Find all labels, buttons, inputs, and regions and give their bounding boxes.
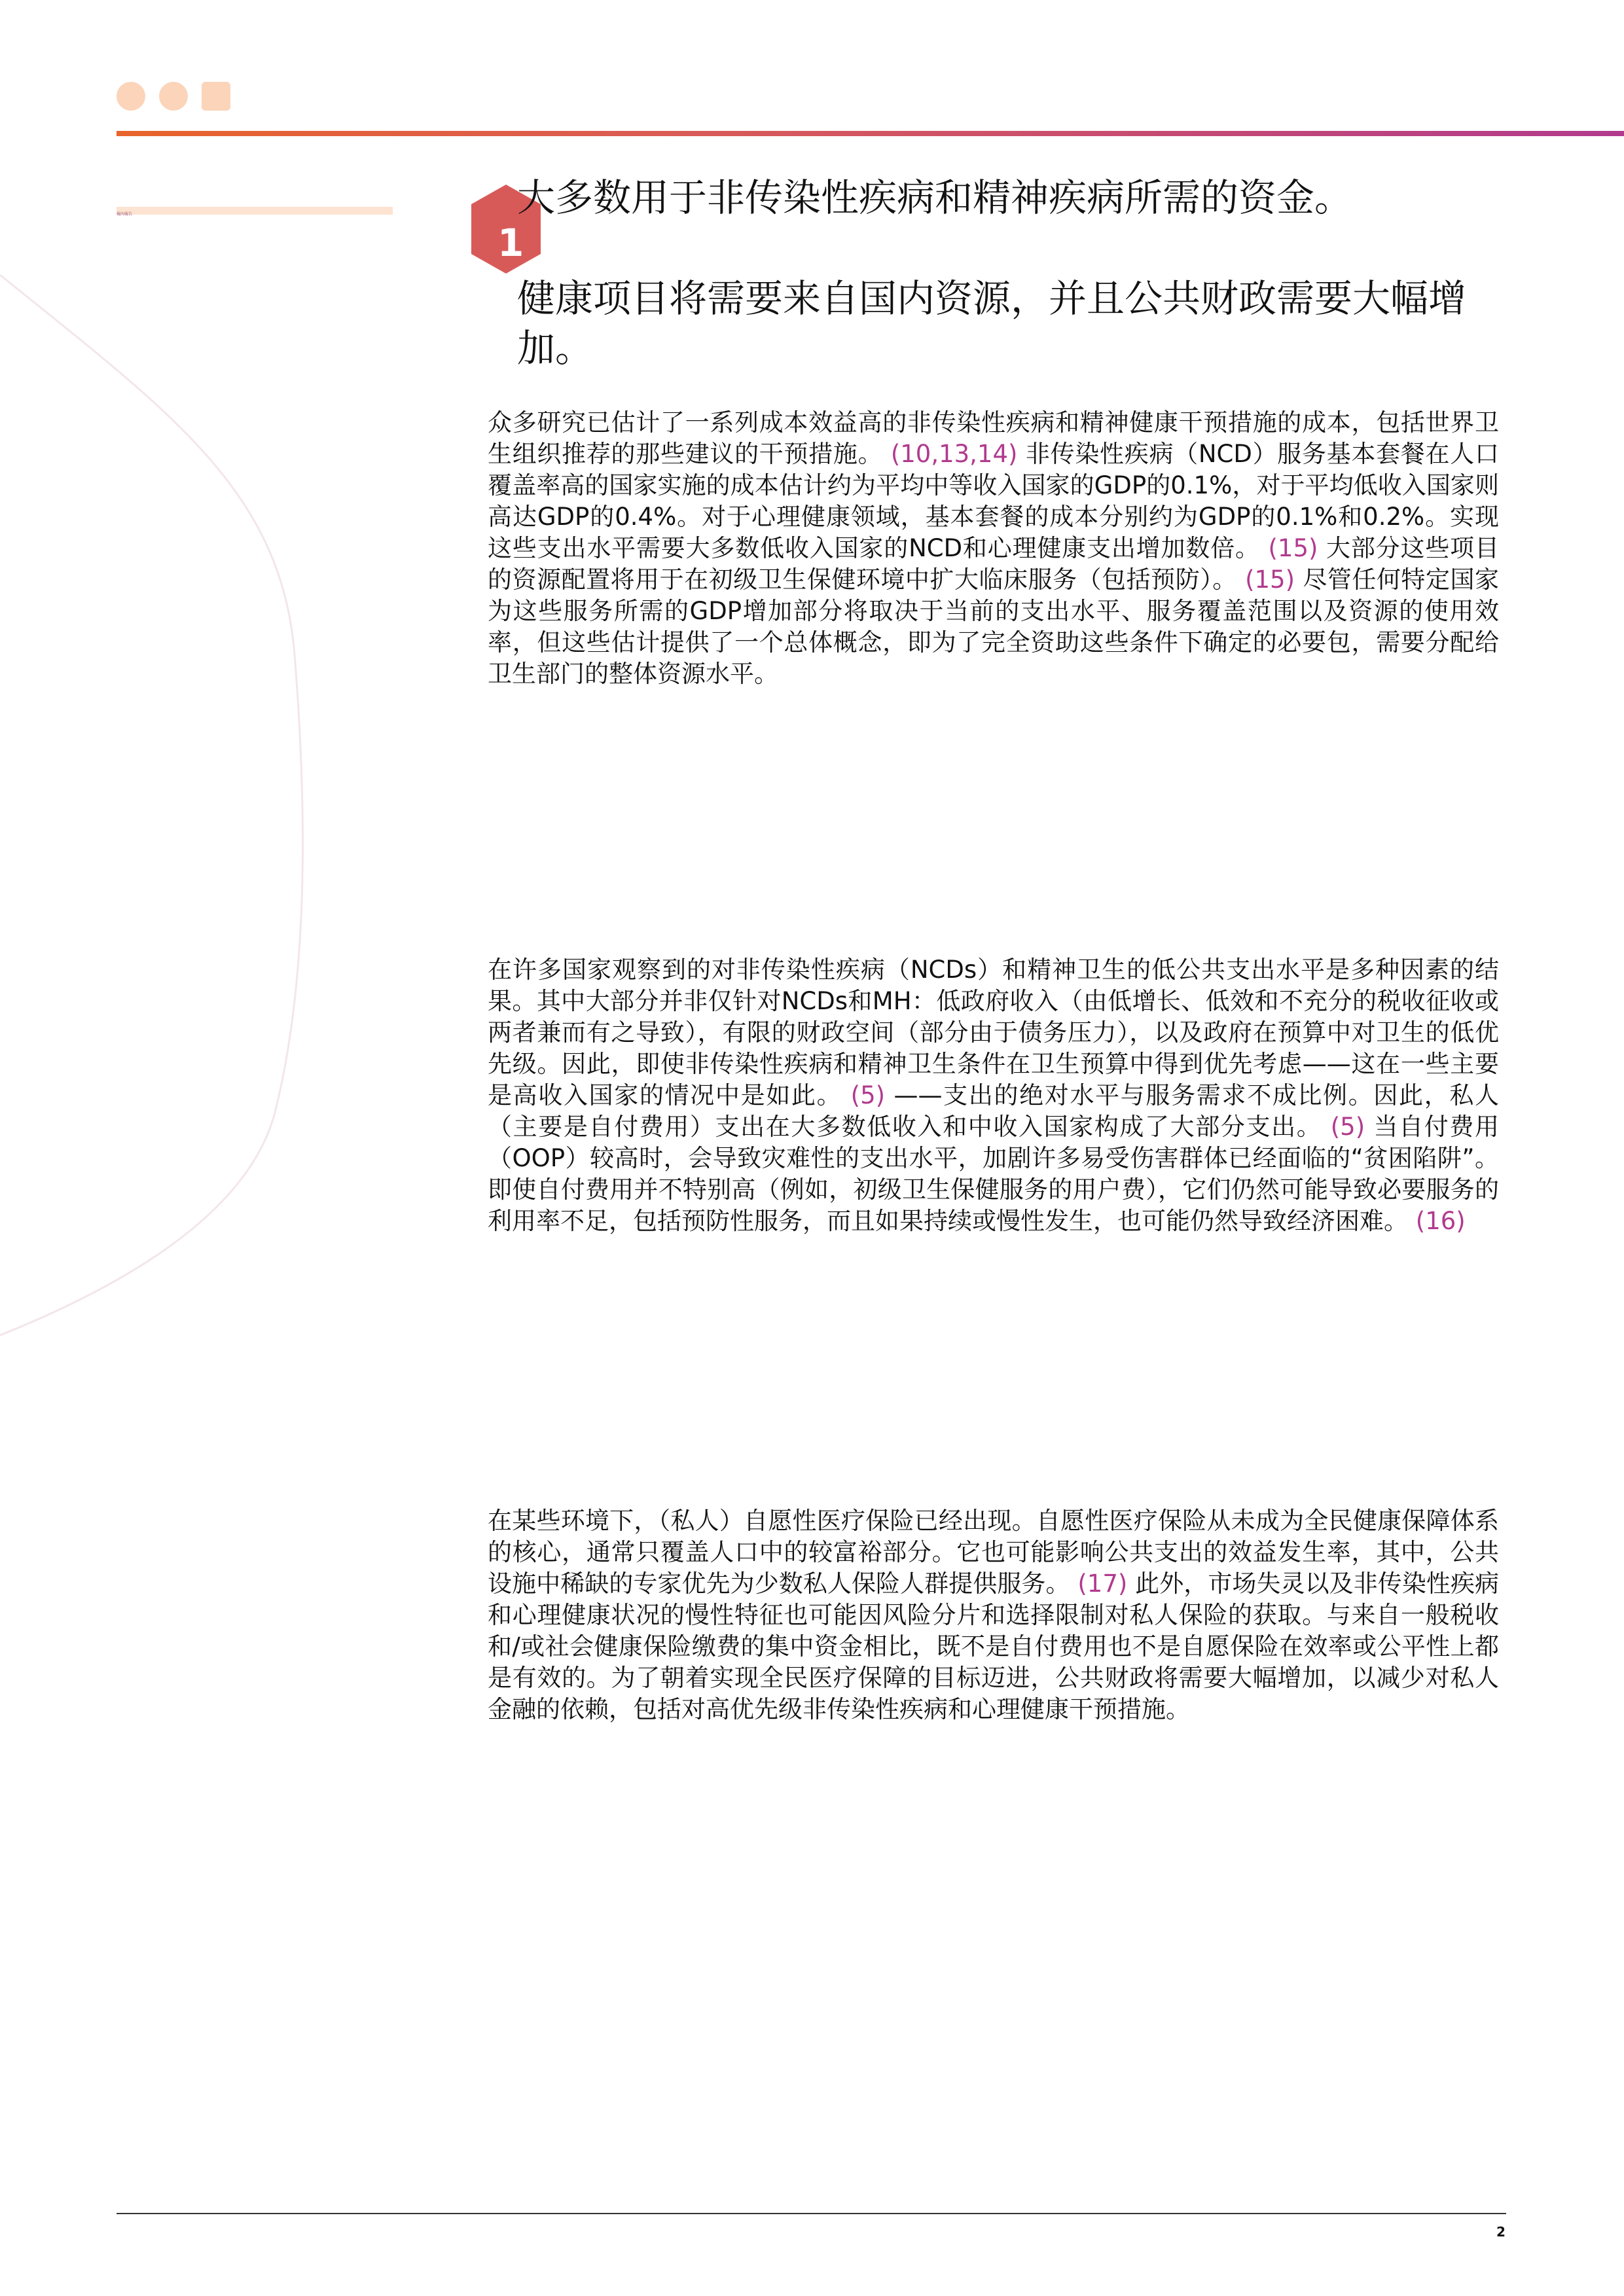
paragraph-text: 众多研究已估计了一系列成本效益高的非传染性疾病和精神健康干预措施的成本，包括世界卫生组织推荐的那些建议的干预措施。 xyxy=(488,408,1499,468)
section-title-line-2: 健康项目将需要来自国内资源，并且公共财政需要大幅增加。 xyxy=(517,276,1467,370)
paragraph-text: 当自付费用（OOP）较高时，会导致灾难性的支出水平，加剧许多易受伤害群体已经面临的“贫困陷阱”。即使自付费用并不特别高（例如，初级卫生保健服务的用户费），它们仍然可能导致必要服务的利用率不足，包括预防性服务，而且如果持续或慢性发生，也可能仍然导致经济困难。 xyxy=(488,1113,1499,1235)
citation-link[interactable]: (16) xyxy=(1408,1207,1466,1235)
sidebar-highlight-bar xyxy=(117,207,393,215)
citation-link[interactable]: (5) xyxy=(842,1081,894,1109)
citation-link[interactable]: (5) xyxy=(1322,1113,1374,1141)
paragraph-text: 大部分这些项目的资源配置将用于在初级卫生保健环境中扩大临床服务（包括预防）。 xyxy=(488,534,1499,594)
body-paragraph-1 xyxy=(488,407,1499,690)
paragraph-text: 非传染性疾病（NCD）服务基本套餐在人口覆盖率高的国家实施的成本估计约为平均中等收入国家的GDP的0.1%，对于平均低收入国家则高达GDP的0.4%。对于心理健康领域，基本套餐的成本分别约为GDP的0.1%和0.2%。实现这些支出水平需要大多数低收入国家的NCD和心理健康支出增加数倍。 xyxy=(488,440,1499,562)
paragraph-text: ——支出的绝对水平与服务需求不成比例。因此，私人（主要是自付费用）支出在大多数低收入和中收入国家构成了大部分支出。 xyxy=(488,1081,1500,1141)
body-paragraph-2 xyxy=(488,954,1499,1237)
header-dot-2 xyxy=(159,82,188,111)
paragraph-text: 此外，市场失灵以及非传染性疾病和心理健康状况的慢性特征也可能因风险分片和选择限制对私人保险的获取。与来自一般税收和/或社会健康保险缴费的集中资金相比，既不是自付费用也不是自愿保险在效率或公平性上都是有效的。为了朝着实现全民医疗保障的目标迈进，公共财政将需要大幅增加，以减少对私人金融的依赖，包括对高优先级非传染性疾病和心理健康干预措施。 xyxy=(488,1570,1500,1723)
page-number: 2 xyxy=(1496,2224,1506,2240)
header-dot-1 xyxy=(117,82,145,111)
paragraph-text: 在某些环境下，（私人）自愿性医疗保险已经出现。自愿性医疗保险从未成为全民健康保障体系的核心，通常只覆盖人口中的较富裕部分。它也可能影响公共支出的效益发生率，其中，公共设施中稀缺的专家优先为少数私人保险人群提供服务。 xyxy=(488,1507,1499,1598)
header-gradient-rule xyxy=(117,131,1624,136)
background-arc xyxy=(0,262,340,1374)
citation-link[interactable]: (10,13,14) xyxy=(882,440,1026,468)
section-number: 1 xyxy=(497,221,524,265)
body-paragraph-3 xyxy=(488,1505,1499,1725)
footer-rule xyxy=(117,2213,1506,2214)
citation-link[interactable]: (17) xyxy=(1070,1570,1136,1598)
citation-link[interactable]: (15) xyxy=(1236,565,1303,594)
paragraph-text: 在许多国家观察到的对非传染性疾病（NCDs）和精神卫生的低公共支出水平是多种因素的结果。其中大部分并非仅针对NCDs和MH：低政府收入（由低增长、低效和不充分的税收征收或两者兼而有之导致），有限的财政空间（部分由于债务压力），以及政府在预算中对卫生的低优先级。因此，即使非传染性疾病和精神卫生条件在卫生预算中得到优先考虑——这在一些主要是高收入国家的情况中是如此。 xyxy=(488,956,1499,1109)
paragraph-text: 尽管任何特定国家为这些服务所需的GDP增加部分将取决于当前的支出水平、服务覆盖范围以及资源的使用效率，但这些估计提供了一个总体概念，即为了完全资助这些条件下确定的必要包，需要分配给卫生部门的整体资源水平。 xyxy=(488,565,1500,688)
sidebar-label: 報內報告 xyxy=(117,212,133,217)
header-square xyxy=(202,82,230,111)
section-title-line-1: 大多数用于非传染性疾病和精神疾病所需的资金。 xyxy=(517,175,1353,220)
citation-link[interactable]: (15) xyxy=(1259,534,1327,562)
